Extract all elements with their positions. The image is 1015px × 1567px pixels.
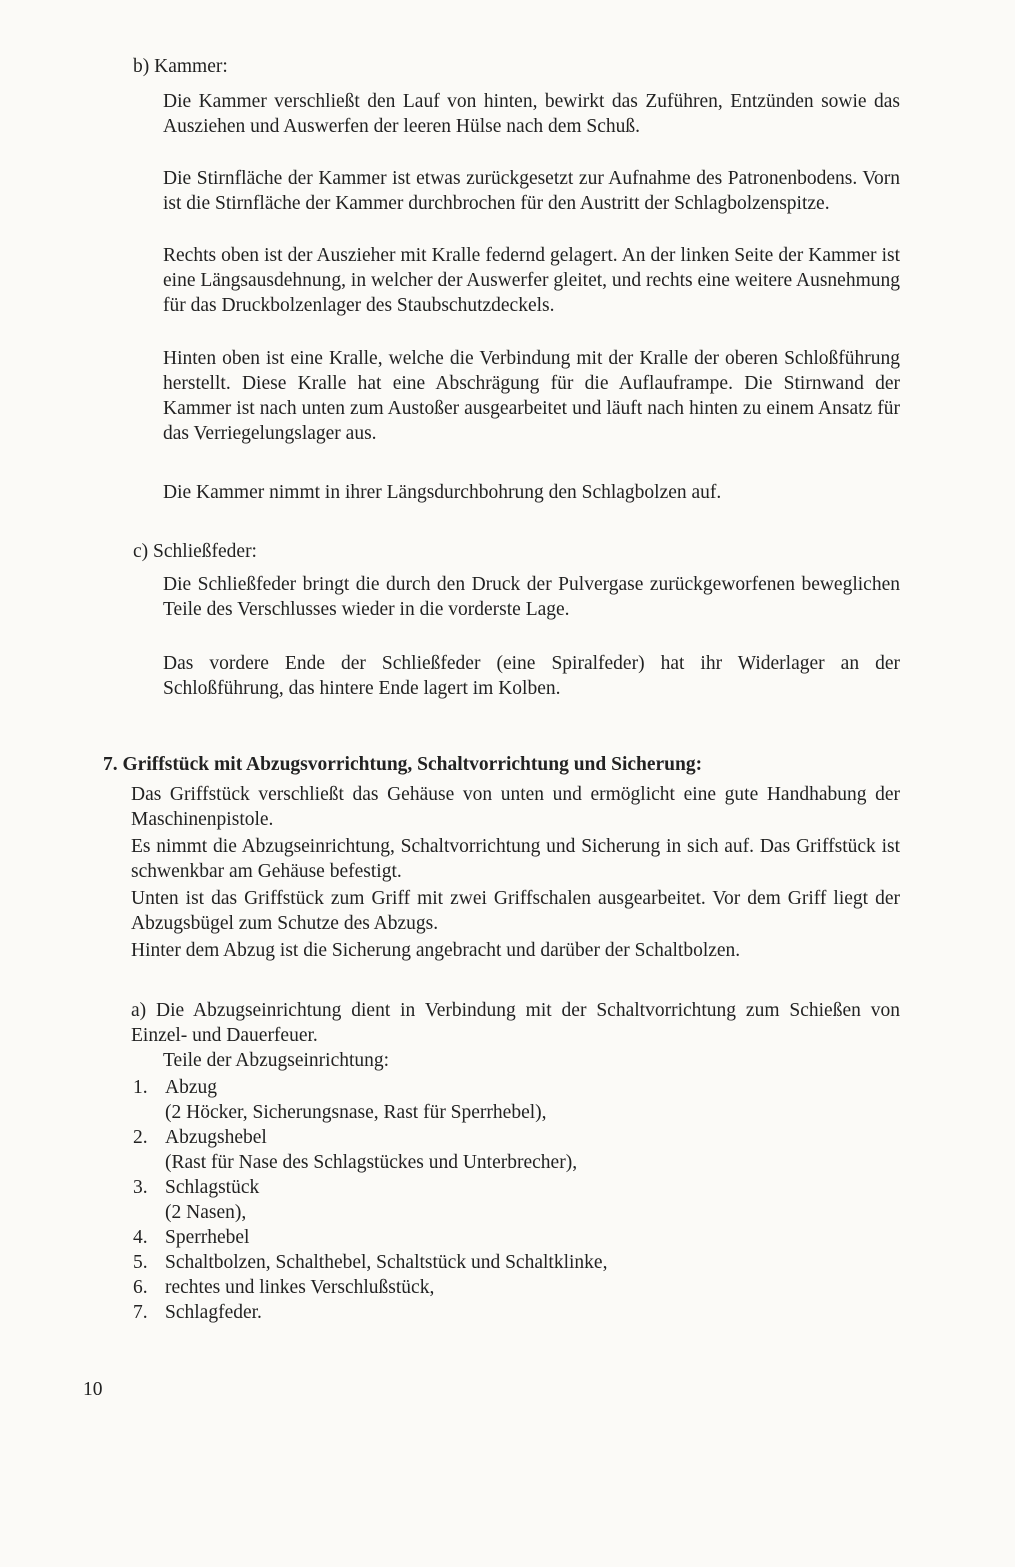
section-c-paragraph-1: Die Schließfeder bringt die durch den Druck der Pulvergase zurückgeworfenen beweglichen Teile des Verschlusses wieder in die vorderste Lage. [163,574,900,620]
list-item: 6. rechtes und linkes Verschlußstück, [133,1277,435,1298]
parts-list [133,1075,607,1325]
section-b-paragraph-3: Rechts oben ist der Auszieher mit Kralle federnd gelagert. An der linken Seite der Kammer ist eine Längsausdehnung, in welcher der Auswerfer gleitet, und rechts eine weitere Ausnehmung für das Druckbolzenlager des Staubschutzdeckels. [163,245,900,316]
section-b-paragraph-1: Die Kammer verschließt den Lauf von hinten, bewirkt das Zuführen, Entzünden sowie das Ausziehen und Auswerfen der leeren Hülse nach dem Schuß. [163,91,900,137]
section-c-paragraph-2: Das vordere Ende der Schließfeder (eine Spiralfeder) hat ihr Widerlager an der Schloßführung, das hintere Ende lagert im Kolben. [163,653,900,699]
list-item-detail: (2 Höcker, Sicherungsnase, Rast für Sperrhebel), [165,1102,547,1123]
list-item-label: rechtes und linkes Verschlußstück, [165,1277,435,1298]
list-item-label: Schlagfeder. [165,1302,262,1323]
list-item-label: Sperrhebel [165,1227,250,1248]
section-7-paragraph-1: Das Griffstück verschließt das Gehäuse von unten und ermöglicht eine gute Handhabung der Maschinenpistole. [131,784,900,830]
section-b-paragraph-2: Die Stirnfläche der Kammer ist etwas zurückgesetzt zur Aufnahme des Patronenbodens. Vorn ist die Stirnfläche der Kammer durchbrochen für den Austritt der Schlagbolzenspitze. [163,168,900,214]
section-c-heading: c) Schließfeder: [133,541,257,562]
section-7-heading: 7. Griffstück mit Abzugsvorrichtung, Schaltvorrichtung und Sicherung: [103,754,703,775]
section-7-paragraph-3: Unten ist das Griffstück zum Griff mit zwei Griffschalen ausgearbeitet. Vor dem Griff liegt der Abzugsbügel zum Schutze des Abzugs. [131,888,900,934]
list-item: 3. Schlagstück [133,1177,260,1198]
section-7-paragraph-4: Hinter dem Abzug ist die Sicherung angebracht und darüber der Schaltbolzen. [131,940,741,961]
list-item-detail: (2 Nasen), [165,1202,247,1223]
list-item: 7. Schlagfeder. [133,1302,262,1323]
page-number: 10 [83,1379,103,1400]
list-item-label: Abzugshebel [165,1127,267,1148]
section-7-paragraph-2: Es nimmt die Abzugseinrichtung, Schaltvorrichtung und Sicherung in sich auf. Das Griffstück ist schwenkbar am Gehäuse befestigt. [131,836,900,882]
section-b-paragraph-5: Die Kammer nimmt in ihrer Längsdurchbohrung den Schlagbolzen auf. [163,482,722,503]
list-item-label: Schaltbolzen, Schalthebel, Schaltstück und Schaltklinke, [165,1252,608,1273]
list-item-label: Schlagstück [165,1177,260,1198]
subsection-a-text: a) Die Abzugseinrichtung dient in Verbindung mit der Schaltvorrichtung zum Schießen von Einzel- und Dauerfeuer. [131,1000,900,1046]
list-item: 2. Abzugshebel [133,1127,267,1148]
list-item: 5. Schaltbolzen, Schalthebel, Schaltstück und Schaltklinke, [133,1252,608,1273]
list-item: 4. Sperrhebel [133,1227,250,1248]
list-item-label: Abzug [165,1077,217,1098]
list-item-detail: (Rast für Nase des Schlagstückes und Unterbrecher), [165,1152,578,1173]
section-b-paragraph-4: Hinten oben ist eine Kralle, welche die Verbindung mit der Kralle der oberen Schloßführung herstellt. Diese Kralle hat eine Abschrägung für die Auflauframpe. Die Stirnwand der Kammer ist nach unten zum Austoßer ausgearbeitet und läuft nach hinten zu einem Ansatz für das Verriegelungslager aus. [163,348,900,444]
parts-list-title: Teile der Abzugseinrichtung: [163,1050,390,1071]
section-b-heading: b) Kammer: [133,56,228,77]
list-item: 1. Abzug [133,1077,217,1098]
